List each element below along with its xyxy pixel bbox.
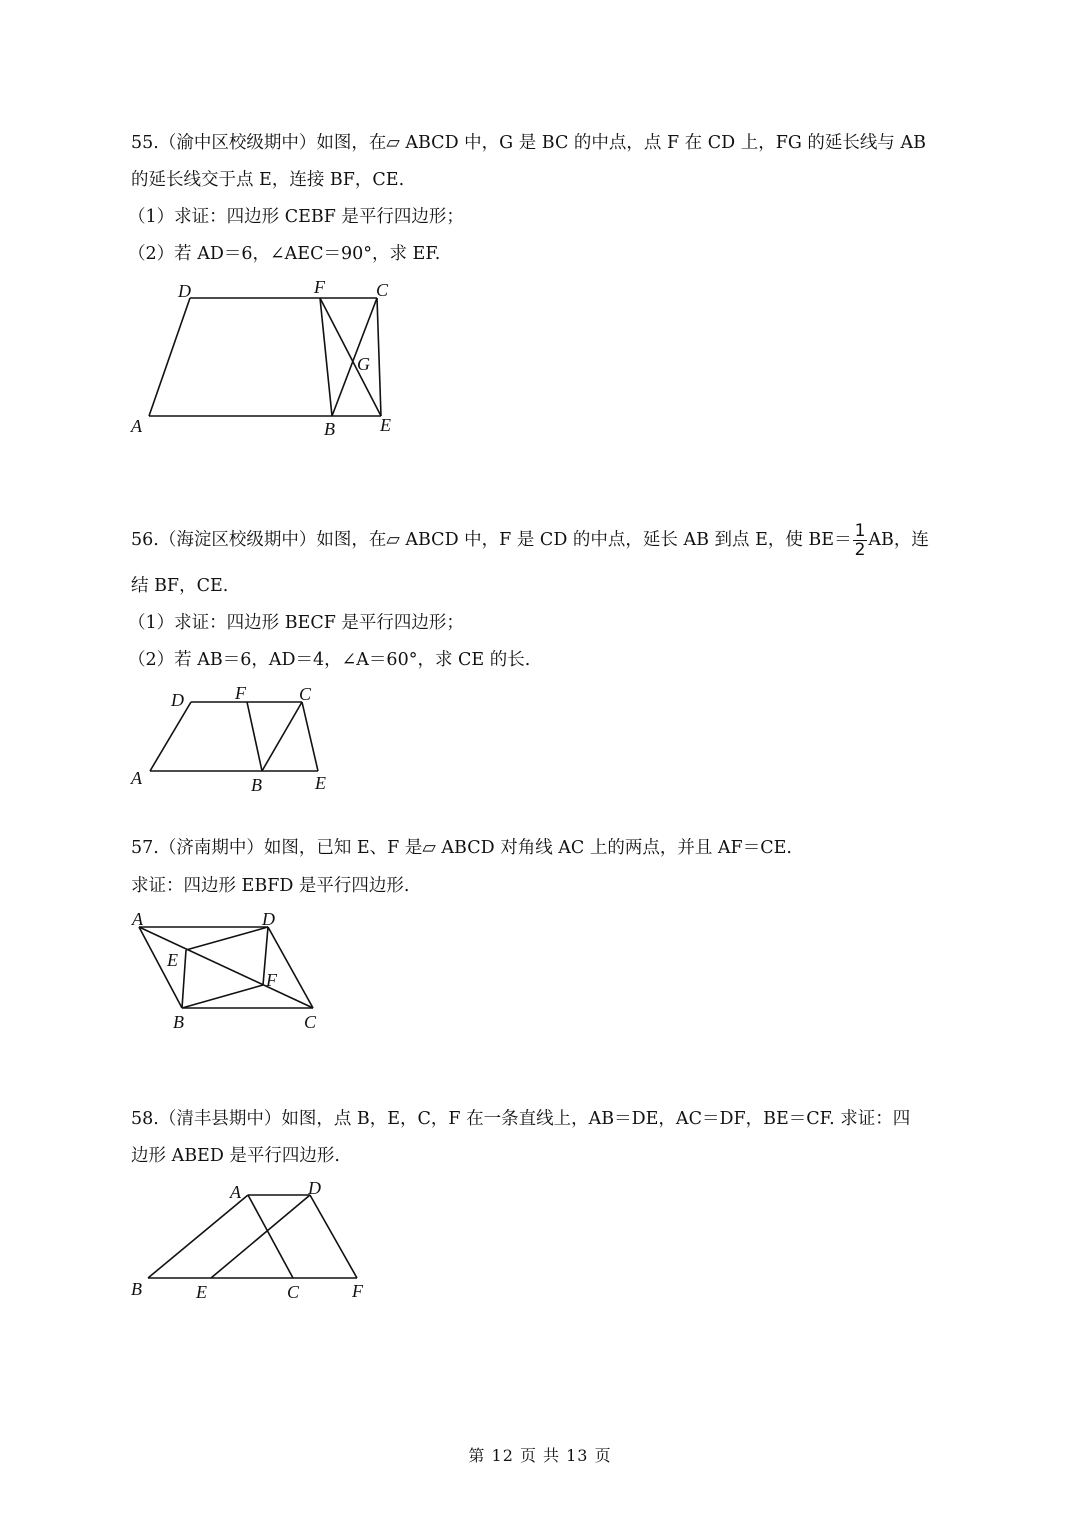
label-A: A xyxy=(131,416,142,436)
problem-56-line-2: 结 BF，CE. xyxy=(131,576,229,596)
seg-DE xyxy=(211,1195,310,1278)
label-C: C xyxy=(299,684,312,704)
problem-56-part-1: （1）求证：四边形 BECF 是平行四边形； xyxy=(128,613,464,633)
label-C: C xyxy=(304,1012,317,1032)
label-A: A xyxy=(230,1182,241,1202)
problem-57-line-2: 求证：四边形 EBFD 是平行四边形. xyxy=(131,876,410,896)
label-D: D xyxy=(171,690,184,710)
problem-58-line-2: 边形 ABED 是平行四边形. xyxy=(131,1146,340,1166)
label-A: A xyxy=(131,768,142,788)
seg-AC xyxy=(248,1195,293,1278)
problem-56-line-1-post: AB，连 xyxy=(868,530,929,550)
fraction-numerator: 1 xyxy=(854,521,866,541)
label-C: C xyxy=(287,1282,300,1302)
label-E: E xyxy=(196,1282,207,1302)
label-A: A xyxy=(132,909,143,929)
label-C: C xyxy=(376,280,389,300)
label-D: D xyxy=(308,1178,321,1198)
label-F: F xyxy=(314,277,325,297)
problem-56-line-1-pre: 56.（海淀区校级期中）如图，在▱ ABCD 中，F 是 CD 的中点，延长 AB 到点 E，使 BE＝ xyxy=(131,530,852,550)
problem-55-line-2: 的延长线交于点 E，连接 BF，CE. xyxy=(131,170,405,190)
problem-56-part-2: （2）若 AB＝6，AD＝4，∠A＝60°，求 CE 的长. xyxy=(128,650,531,670)
fraction-denominator: 2 xyxy=(854,540,866,560)
label-B: B xyxy=(131,1279,142,1299)
label-D: D xyxy=(178,281,191,301)
problem-58-line-1: 58.（清丰县期中）如图，点 B，E，C，F 在一条直线上，AB＝DE，AC＝DF，BE＝CF. 求证：四 xyxy=(131,1109,911,1129)
label-E: E xyxy=(380,415,391,435)
label-E: E xyxy=(315,773,326,793)
seg-DF xyxy=(310,1195,357,1278)
problem-55-part-1: （1）求证：四边形 CEBF 是平行四边形； xyxy=(128,207,464,227)
label-F: F xyxy=(266,970,277,990)
problem-55-part-2: （2）若 AD＝6，∠AEC＝90°，求 EF. xyxy=(128,244,441,264)
label-B: B xyxy=(251,775,262,795)
label-B: B xyxy=(173,1012,184,1032)
label-B: B xyxy=(324,419,335,439)
seg-BA xyxy=(148,1195,248,1278)
problem-57-line-1: 57.（济南期中）如图，已知 E、F 是▱ ABCD 对角线 AC 上的两点，并且 AF＝CE. xyxy=(131,838,792,858)
label-F: F xyxy=(235,683,246,703)
label-F: F xyxy=(352,1281,363,1301)
problem-55-line-1: 55.（渝中区校级期中）如图，在▱ ABCD 中，G 是 BC 的中点，点 F 在 CD 上，FG 的延长线与 AB xyxy=(131,133,926,153)
label-D: D xyxy=(262,909,275,929)
page-footer: 第 12 页 共 13 页 xyxy=(468,1446,612,1465)
label-E: E xyxy=(167,950,178,970)
label-G: G xyxy=(357,354,370,374)
